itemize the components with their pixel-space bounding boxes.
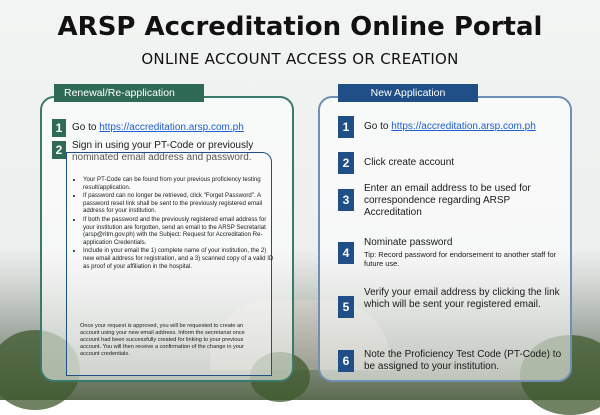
new-step-1: [364, 121, 564, 133]
list-item: • Your PT-Code can be found from your previous proficiency testing result/application.: [83, 176, 275, 191]
approval-note: Once your request is approved, you will be requested to create an account using your new email address. Inform the secretariat once account had been successfully created for linking to your previous account. You will then receive a confirmation of the change in your account credentials.: [80, 323, 245, 357]
new-application-tab: New Application: [338, 84, 478, 102]
page-title: ARSP Accreditation Online Portal: [57, 12, 543, 42]
step-number: 4: [338, 242, 354, 264]
new-step-2: Click create account: [364, 157, 455, 168]
portal-link[interactable]: https://accreditation.arsp.com.ph: [99, 122, 244, 133]
step-text: Go to: [72, 122, 100, 133]
list-item: • If password can no longer be retrieved, click "Forget Password". A password reset link shall be sent to the previously registered email address for your institution.: [83, 192, 275, 215]
renewal-step-2: Sign in using your PT-Code or previously nominated email address and password.: [72, 140, 254, 163]
step-text: Nominate password: [364, 237, 453, 248]
new-step-4: [364, 237, 564, 268]
portal-link[interactable]: https://accreditation.arsp.com.ph: [391, 121, 536, 132]
step-number: 2: [52, 141, 66, 159]
password-tip: Tip: Record password for endorsement to another staff for future use.: [364, 250, 557, 268]
step-number: 3: [338, 189, 354, 211]
renewal-instructions-list: [76, 176, 275, 271]
renewal-tab: Renewal/Re-application: [54, 84, 204, 102]
step-number: 1: [338, 116, 354, 138]
page-subtitle: ONLINE ACCOUNT ACCESS OR CREATION: [141, 50, 459, 68]
step-number: 2: [338, 152, 354, 174]
renewal-step-1: [72, 122, 282, 134]
step-number: 5: [338, 296, 354, 318]
step-number: 6: [338, 350, 354, 372]
step-text: Go to: [364, 121, 392, 132]
step-number: 1: [52, 119, 66, 137]
new-step-6: Note the Proficiency Test Code (PT-Code) to be assigned to your institution.: [364, 349, 562, 372]
new-step-3: Enter an email address to be used for correspondence regarding ARSP Accreditation: [364, 183, 531, 218]
list-item: • If both the password and the previously registered email address for your institution are forgotten, send an email to the ARSP Secretariat (arsp@ritm.gov.ph) with the Subject: Request for Accreditation Re-application Credentials.: [83, 216, 275, 246]
list-item: • Include in your email the 1) complete name of your institution, the 2) new email address for registration, and a 3) scanned copy of a valid ID as proof of your affiliation in the hospital.: [83, 247, 275, 270]
new-step-5: Verify your email address by clicking the link which will be sent your registered email.: [364, 287, 560, 310]
